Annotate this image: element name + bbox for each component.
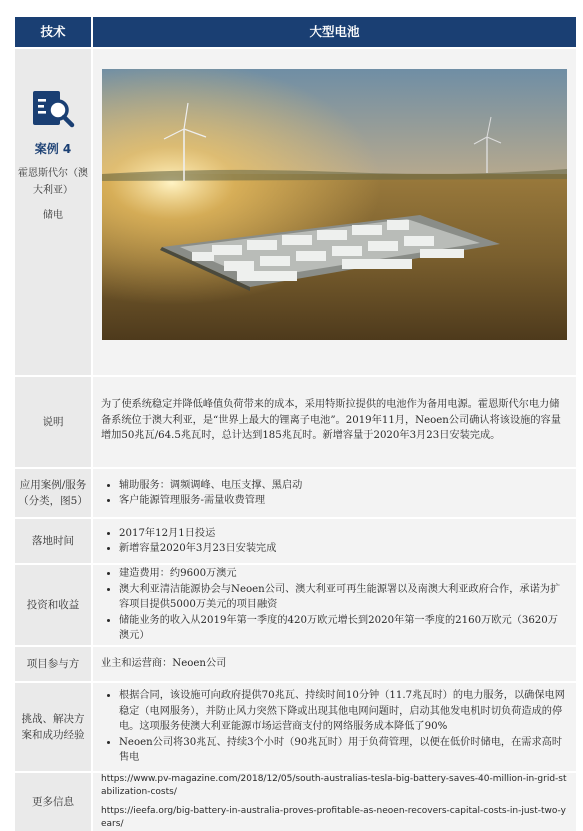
investment-label: 投资和收益 [15, 565, 91, 645]
info-table [15, 17, 576, 831]
table-header [15, 17, 576, 47]
more-info-cell [93, 773, 576, 831]
list-item: • 建造费用：约9600万澳元 [119, 566, 568, 582]
list-item: • 澳大利亚清洁能源协会与Neoen公司、澳大利亚可再生能源署以及南澳大利亚政府合作，承诺为扩容项目提供5000万美元的项目融资 [119, 582, 568, 613]
reference-link[interactable]: https://www.pv-magazine.com/2018/12/05/south-australias-tesla-big-battery-saves-40-million-in-grid-stabilization-costs/ [101, 774, 567, 797]
case-row [15, 49, 576, 375]
list-item: • 根据合同，该设施可向政府提供70兆瓦、持续时间10分钟（11.7兆瓦时）的电力服务，以确保电网稳定（电网服务），并防止风力突然下降或出现其他电网问题时，启动其他发电机时切负荷造成的停电。这项服务使澳大利亚能源市场运营商支付的网络服务成本降低了90% [119, 688, 568, 735]
more-info-label: 更多信息 [15, 773, 91, 831]
case-type: 储电 [43, 210, 63, 221]
battery-farm-photo [102, 69, 567, 340]
use-cases-row [15, 469, 576, 517]
use-cases-label: 应用案例/服务（分类，图5） [15, 469, 91, 517]
document-search-icon [31, 89, 75, 129]
deployment-list [101, 526, 276, 557]
use-cases-list [101, 478, 302, 509]
deployment-label: 落地时间 [15, 519, 91, 563]
challenges-row [15, 683, 576, 771]
case-number: 案例 4 [34, 142, 72, 156]
header-technology: 技术 [15, 17, 91, 47]
case-location: 霍恩斯代尔（澳大利亚） [18, 168, 88, 196]
description-cell [93, 377, 576, 467]
list-item: • 客户能源管理服务-需量收费管理 [119, 493, 302, 509]
list-item: • 新增容量2020年3月23日安装完成 [119, 541, 276, 557]
photo-cell [93, 49, 576, 375]
investment-list [101, 566, 568, 644]
investment-cell [93, 565, 576, 645]
participants-cell [93, 647, 576, 681]
use-cases-cell [93, 469, 576, 517]
description-text: 为了使系统稳定并降低峰值负荷带来的成本，采用特斯拉提供的电池作为备用电源。霍恩斯代尔电力储备系统位于澳大利亚，是“世界上最大的锂离子电池”。2019年11月，Neoen公司确认将该设施的容量增加50兆瓦/64.5兆瓦时，总计达到185兆瓦时。新增容量于2020年3月23日安装完成。 [101, 399, 561, 442]
challenges-list [101, 688, 568, 766]
more-info-row [15, 773, 576, 831]
participants-text: 业主和运营商：Neoen公司 [101, 658, 227, 670]
challenges-label: 挑战、解决方案和成功经验 [15, 683, 91, 771]
list-item: • 辅助服务：调频调峰、电压支撑、黑启动 [119, 478, 302, 494]
challenges-cell [93, 683, 576, 771]
participants-label: 项目参与方 [15, 647, 91, 681]
list-item: • 储能业务的收入从2019年第一季度的420万欧元增长到2020年第一季度的2160万欧元（3620万澳元） [119, 613, 568, 644]
deployment-row [15, 519, 576, 563]
list-item: • Neoen公司将30兆瓦、持续3个小时（90兆瓦时）用于负荷管理，以便在低价时储电，在需求高时售电 [119, 735, 568, 766]
reference-link[interactable]: https://ieefa.org/big-battery-in-australia-proves-profitable-as-neoen-recovers-capital-costs-in-just-two-years/ [101, 806, 566, 829]
investment-row [15, 565, 576, 645]
list-item: • 2017年12月1日投运 [119, 526, 276, 542]
header-large-battery: 大型电池 [93, 17, 576, 47]
description-row [15, 377, 576, 467]
case-summary [15, 49, 91, 375]
description-label: 说明 [15, 377, 91, 467]
deployment-cell [93, 519, 576, 563]
participants-row [15, 647, 576, 681]
